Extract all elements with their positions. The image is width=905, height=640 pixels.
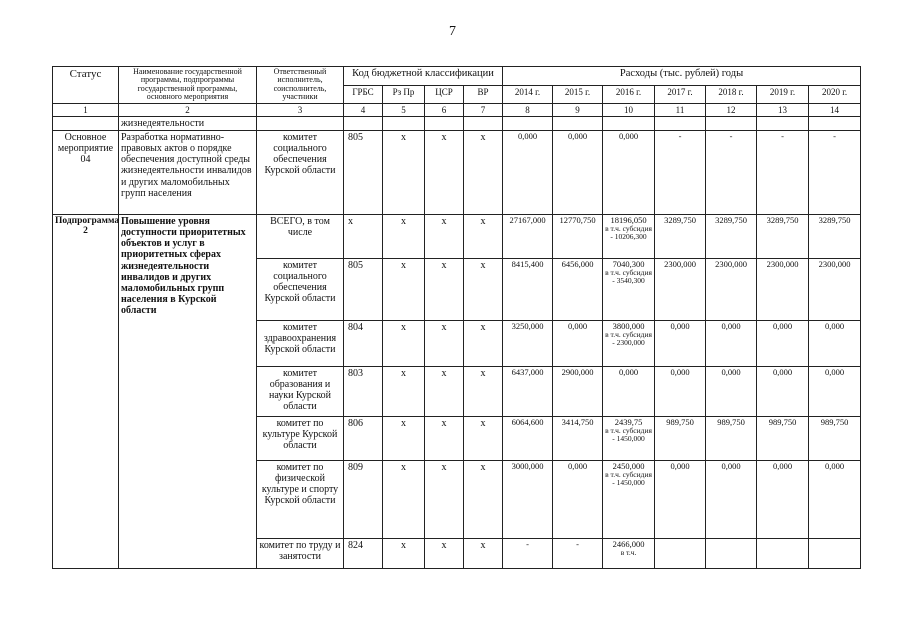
grbs-code: 824 [344, 538, 383, 568]
subsidy-note: в т.ч. субсидия - 2300,000 [605, 330, 652, 348]
rzpr-code: х [383, 366, 425, 416]
year-value: 0,000 [757, 366, 809, 416]
year-value: 0,000 [706, 460, 757, 538]
header-year: 2019 г. [757, 86, 809, 103]
year-value: 2300,000 [809, 258, 861, 320]
year-value: 0,000 [618, 366, 639, 377]
header-expenses-group: Расходы (тыс. рублей) годы [503, 67, 861, 86]
executor-cell: комитет по труду и занятости [257, 538, 344, 568]
year-value: 989,750 [706, 416, 757, 460]
year-value: 3289,750 [706, 214, 757, 258]
year-value-2016-cell [603, 214, 655, 258]
vr-code: х [464, 214, 503, 258]
header-code-col: ВР [464, 86, 503, 103]
year-value: 18196,050 [610, 214, 647, 225]
grbs-code: 809 [344, 460, 383, 538]
col-number: 4 [344, 103, 383, 116]
header-code-col: ГРБС [344, 86, 383, 103]
year-value: 6456,000 [553, 258, 603, 320]
year-value [706, 538, 757, 568]
header-executor: Ответственный исполнитель, соисполнитель, участники [257, 67, 344, 104]
executor-cell: комитет по физической культуре и спорту Курской области [257, 460, 344, 538]
year-value: 3289,750 [757, 214, 809, 258]
vr-code: х [464, 460, 503, 538]
year-value: 2466,000 [612, 538, 645, 549]
year-value [655, 538, 706, 568]
executor-cell: комитет здравоохранения Курской области [257, 320, 344, 366]
rzpr-code: х [383, 320, 425, 366]
year-value: 0,000 [757, 460, 809, 538]
year-value: 2450,000 [612, 460, 645, 471]
grbs-code: 805 [344, 258, 383, 320]
rzpr-code: х [383, 416, 425, 460]
col-number: 7 [464, 103, 503, 116]
rzpr-code: х [383, 460, 425, 538]
vr-code: х [464, 320, 503, 366]
year-value: 6064,600 [503, 416, 553, 460]
header-year: 2020 г. [809, 86, 861, 103]
year-value: 3800,000 [612, 320, 645, 331]
year-value: 0,000 [706, 366, 757, 416]
rzpr-code: х [383, 538, 425, 568]
subsidy-note: в т.ч. субсидия - 1450,000 [605, 470, 652, 488]
year-value: 27167,000 [503, 214, 553, 258]
csr-code: х [425, 214, 464, 258]
subprogram-status: Подпрограмма 2 [53, 214, 119, 568]
year-value: 8415,400 [503, 258, 553, 320]
year-value: 0,000 [553, 320, 603, 366]
csr-code: х [425, 416, 464, 460]
continuation-text: жизнедеятельности [119, 116, 257, 130]
year-value: 0,000 [655, 366, 706, 416]
year-value: 0,000 [553, 460, 603, 538]
year-value: 2900,000 [553, 366, 603, 416]
header-status: Статус [53, 67, 119, 104]
vr-code: х [464, 366, 503, 416]
col-number: 14 [809, 103, 861, 116]
year-value: 2300,000 [706, 258, 757, 320]
year-value: 989,750 [655, 416, 706, 460]
year-value: 3000,000 [503, 460, 553, 538]
year-value: 0,000 [757, 320, 809, 366]
year-value: 3414,750 [553, 416, 603, 460]
year-value: 2300,000 [655, 258, 706, 320]
year-value-2016-cell [603, 416, 655, 460]
year-value: 7040,300 [612, 258, 645, 269]
year-value: - [553, 538, 603, 568]
col-number: 6 [425, 103, 464, 116]
year-value: 3250,000 [503, 320, 553, 366]
year-value: 6437,000 [503, 366, 553, 416]
year-value: 0,000 [809, 366, 861, 416]
rzpr-code: х [383, 130, 425, 214]
year-value: 0,000 [809, 320, 861, 366]
grbs-code: 805 [344, 130, 383, 214]
csr-code: х [425, 320, 464, 366]
measure-04-row [53, 130, 861, 214]
vr-code: х [464, 130, 503, 214]
rzpr-code: х [383, 214, 425, 258]
year-value: 2300,000 [757, 258, 809, 320]
vr-code: х [464, 538, 503, 568]
subsidy-note: в т.ч. субсидия - 1450,000 [605, 426, 652, 444]
col-number: 8 [503, 103, 553, 116]
year-value: - [809, 130, 861, 214]
year-value: 3289,750 [655, 214, 706, 258]
year-value: 0,000 [809, 460, 861, 538]
measure-name: Разработка нормативно-правовых актов о порядке обеспечения доступной среды жизнедеятельности инвалидов и других маломобильных групп населения [119, 130, 257, 214]
year-value: - [503, 538, 553, 568]
header-year: 2016 г. [603, 86, 655, 103]
year-value: 0,000 [603, 130, 655, 214]
year-value-2016-cell [603, 460, 655, 538]
continuation-row [53, 116, 861, 130]
rzpr-code: х [383, 258, 425, 320]
grbs-code: 806 [344, 416, 383, 460]
csr-code: х [425, 366, 464, 416]
grbs-code: х [344, 214, 383, 258]
col-number: 9 [553, 103, 603, 116]
subsidy-note: в т.ч. [620, 548, 637, 558]
col-number: 10 [603, 103, 655, 116]
year-value: - [706, 130, 757, 214]
year-value: - [655, 130, 706, 214]
measure-status: Основное мероприятие 04 [53, 130, 119, 214]
year-value-2016-cell [603, 320, 655, 366]
subsidy-note: в т.ч. субсидия - 10206,300 [605, 224, 652, 242]
measure-executor: комитет социального обеспечения Курской области [257, 130, 344, 214]
year-value: 0,000 [706, 320, 757, 366]
vr-code: х [464, 416, 503, 460]
year-value: 0,000 [503, 130, 553, 214]
page-number: 7 [449, 24, 456, 39]
year-value-2016-cell [603, 538, 655, 568]
col-number: 1 [53, 103, 119, 116]
year-value: 0,000 [655, 460, 706, 538]
col-number: 13 [757, 103, 809, 116]
executor-cell: комитет образования и науки Курской области [257, 366, 344, 416]
budget-table [52, 66, 861, 569]
header-year: 2015 г. [553, 86, 603, 103]
year-value: 12770,750 [553, 214, 603, 258]
col-number: 12 [706, 103, 757, 116]
subsidy-note: в т.ч. субсидия - 3540,300 [605, 268, 652, 286]
year-value: 0,000 [655, 320, 706, 366]
grbs-code: 803 [344, 366, 383, 416]
year-value: 989,750 [757, 416, 809, 460]
header-year: 2017 г. [655, 86, 706, 103]
header-year: 2018 г. [706, 86, 757, 103]
year-value-2016-cell [603, 366, 655, 416]
col-number: 11 [655, 103, 706, 116]
year-value [757, 538, 809, 568]
year-value: - [757, 130, 809, 214]
csr-code: х [425, 258, 464, 320]
csr-code: х [425, 460, 464, 538]
year-value-2016-cell [603, 258, 655, 320]
subprogram-name: Повышение уровня доступности приоритетных объектов и услуг в приоритетных сферах жизнедеятельности инвалидов и других маломобильных групп населения в Курской области [119, 214, 257, 568]
year-value [809, 538, 861, 568]
executor-cell: комитет по культуре Курской области [257, 416, 344, 460]
header-code-col: ЦСР [425, 86, 464, 103]
vr-code: х [464, 258, 503, 320]
subprogram-row [53, 214, 861, 258]
col-number: 2 [119, 103, 257, 116]
header-name: Наименование государственной программы, подпрограммы государственной программы, основного мероприятия [119, 67, 257, 104]
executor-cell: ВСЕГО, в том числе [257, 214, 344, 258]
column-number-row [53, 103, 861, 116]
header-code-col: Рз Пр [383, 86, 425, 103]
executor-cell: комитет социального обеспечения Курской области [257, 258, 344, 320]
col-number: 3 [257, 103, 344, 116]
header-year: 2014 г. [503, 86, 553, 103]
csr-code: х [425, 538, 464, 568]
year-value: 2439,75 [614, 416, 643, 427]
grbs-code: 804 [344, 320, 383, 366]
subprogram-2-body [53, 214, 861, 568]
col-number: 5 [383, 103, 425, 116]
header-code-group: Код бюджетной классификации [344, 67, 503, 86]
year-value: 989,750 [809, 416, 861, 460]
year-value: 0,000 [553, 130, 603, 214]
csr-code: х [425, 130, 464, 214]
year-value: 3289,750 [809, 214, 861, 258]
